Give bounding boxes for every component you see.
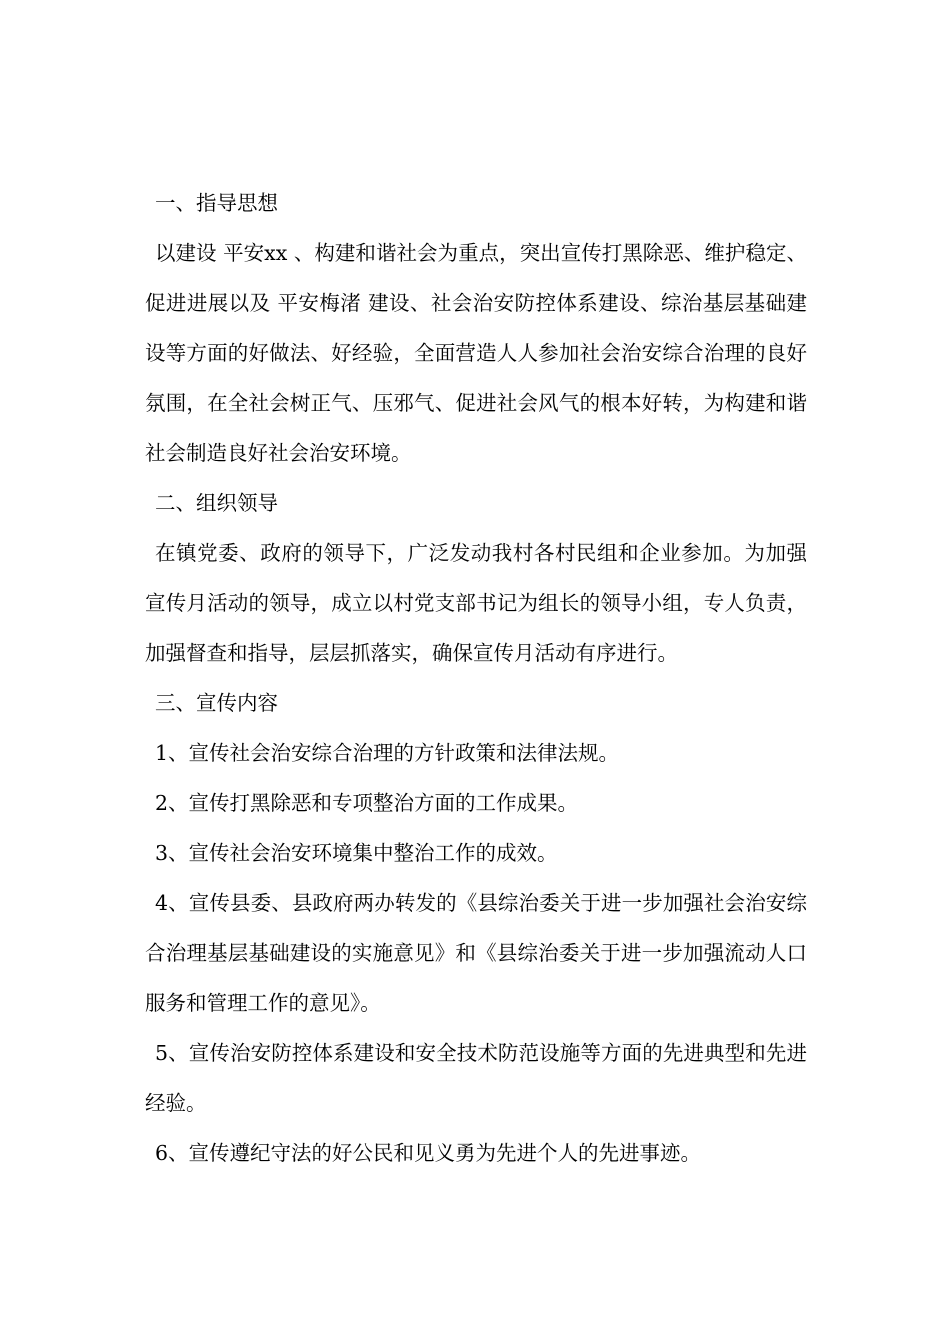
list-item-6: 6、宣传遵纪守法的好公民和见义勇为先进个人的先进事迹。 — [155, 1141, 702, 1165]
list-item-2: 2、宣传打黑除恶和专项整治方面的工作成果。 — [155, 791, 579, 815]
list-item-5: 5、宣传治安防控体系建设和安全技术防范设施等方面的先进典型和先进经验。 — [145, 1041, 807, 1115]
section-heading-guiding-ideology: 一、指导思想 — [155, 191, 278, 215]
section-heading-organization: 二、组织领导 — [155, 491, 278, 515]
list-item-4: 4、宣传县委、县政府两办转发的《县综治委关于进一步加强社会治安综合治理基层基础建设的实施意见》和《县综治委关于进一步加强流动人口服务和管理工作的意见》。 — [145, 891, 807, 1015]
document-body — [145, 178, 807, 1178]
list-item-3: 3、宣传社会治安环境集中整治工作的成效。 — [155, 841, 558, 865]
paragraph-guiding-ideology: 以建设 平安xx 、构建和谐社会为重点，突出宣传打黑除恶、维护稳定、促进进展以及 平安梅渚 建设、社会治安防控体系建设、综治基层基础建设等方面的好做法、好经验，全面营造人人参加社会治安综合治理的良好氛围，在全社会树正气、压邪气、促进社会风气的根本好转，为构建和谐社会制造良好社会治安环境。 — [145, 241, 807, 465]
section-heading-content: 三、宣传内容 — [155, 691, 278, 715]
paragraph-organization: 在镇党委、政府的领导下，广泛发动我村各村民组和企业参加。为加强宣传月活动的领导，成立以村党支部书记为组长的领导小组，专人负责，加强督查和指导，层层抓落实，确保宣传月活动有序进行。 — [145, 541, 807, 665]
list-item-1: 1、宣传社会治安综合治理的方针政策和法律法规。 — [155, 741, 620, 765]
